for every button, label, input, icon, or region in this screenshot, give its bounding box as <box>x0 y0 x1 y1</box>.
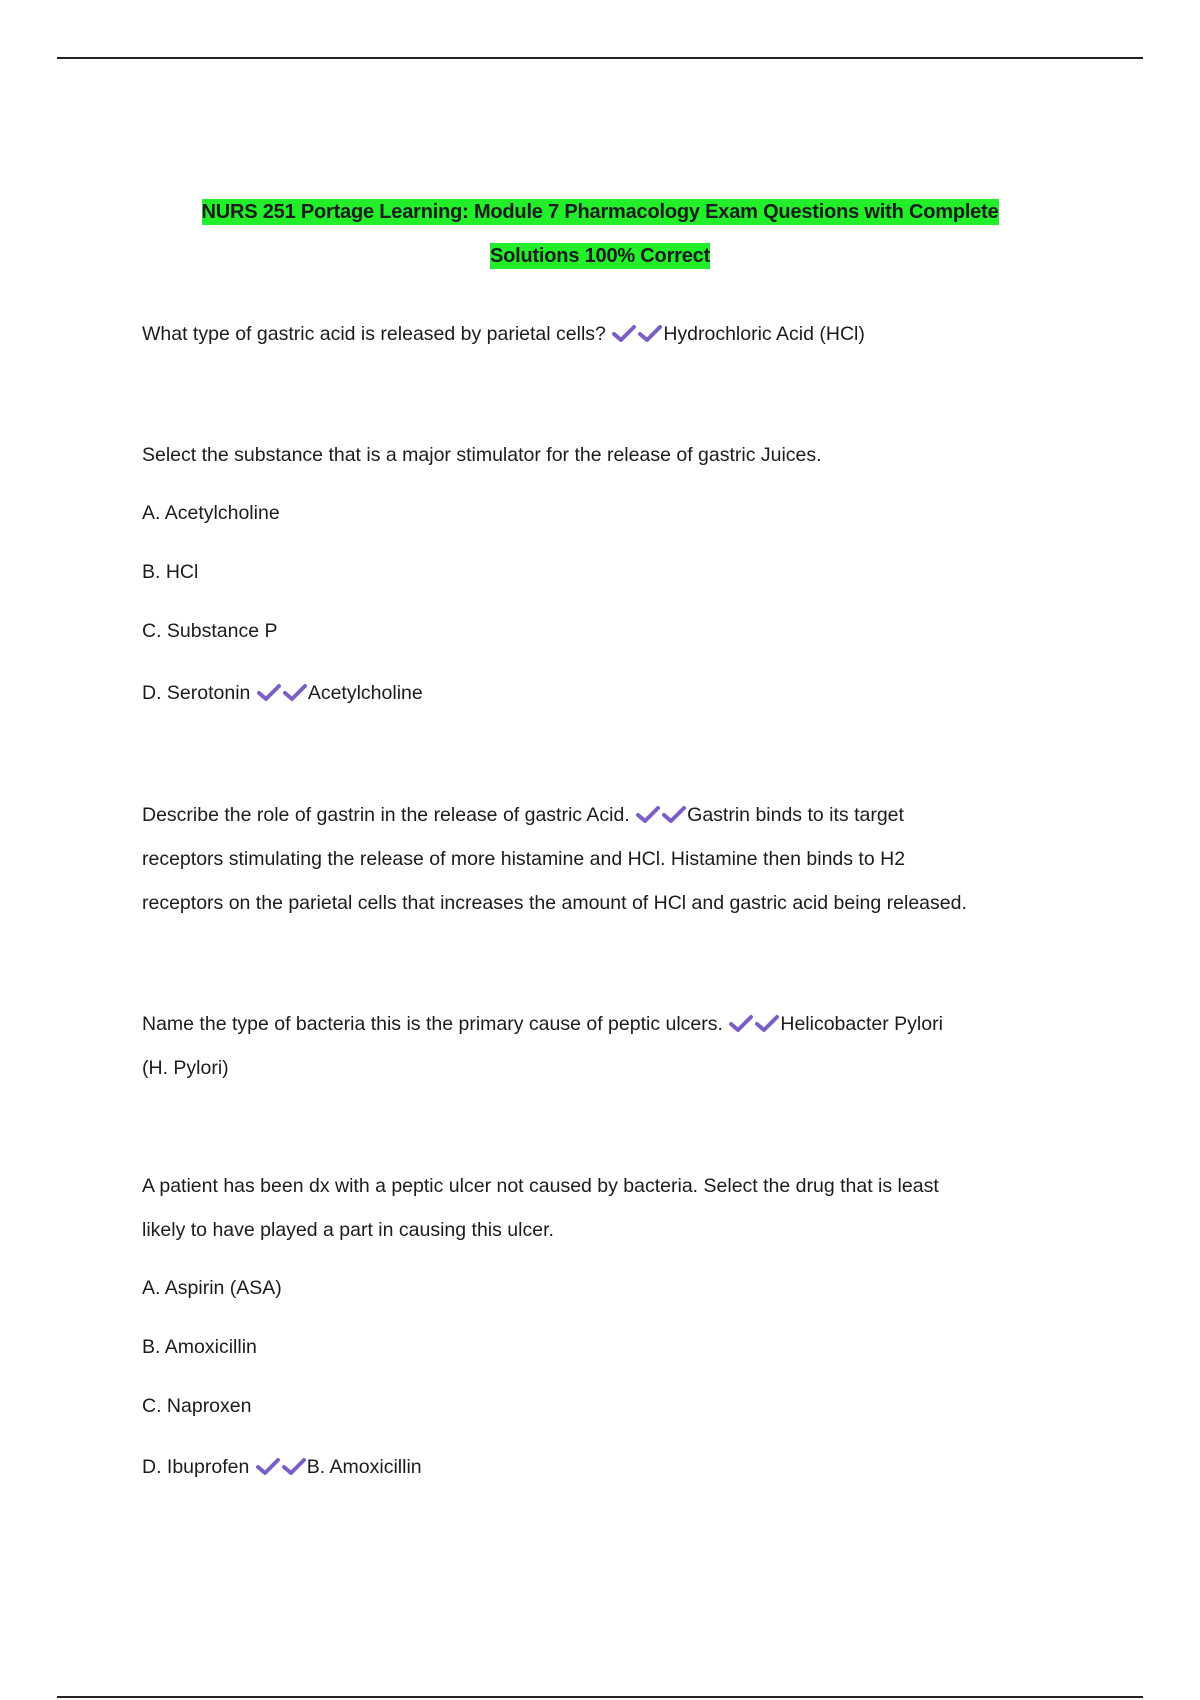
footer-rule <box>57 1696 1143 1698</box>
option-row <box>142 501 1062 525</box>
question-line <box>142 1218 1062 1242</box>
question-text: Describe the role of gastrin in the release of gastric Acid. <box>142 804 630 826</box>
option-row <box>142 1335 1062 1359</box>
question-text: What type of gastric acid is released by parietal cells? <box>142 323 606 345</box>
check-icon <box>281 1456 307 1476</box>
answer-text: Hydrochloric Acid (HCl) <box>663 323 865 345</box>
answer-line <box>142 847 1062 871</box>
option-d-text: D. Ibuprofen <box>142 1456 250 1478</box>
question-2: Select the substance that is a major stimulator for the release of gastric Juices. <box>142 444 822 466</box>
option-b: B. HCl <box>142 561 199 583</box>
option-c: C. Substance P <box>142 620 278 642</box>
question-block-2 <box>142 443 1062 467</box>
answer-text: Helicobacter Pylori <box>780 1013 943 1035</box>
option-row <box>142 560 1062 584</box>
question-5-line-2: likely to have played a part in causing this ulcer. <box>142 1219 554 1241</box>
option-row <box>142 619 1062 643</box>
check-icon <box>637 323 663 343</box>
check-icon <box>255 1456 281 1476</box>
check-icon <box>728 1013 754 1033</box>
question-3-line-2: receptors stimulating the release of more histamine and HCl. Histamine then binds to H2 <box>142 848 906 870</box>
option-d <box>142 681 1062 705</box>
question-text: Name the type of bacteria this is the primary cause of peptic ulcers. <box>142 1013 723 1035</box>
option-row <box>142 1394 1062 1418</box>
option-d <box>142 1455 1062 1479</box>
option-row <box>142 681 1062 705</box>
answer-text: B. Amoxicillin <box>306 1456 422 1478</box>
question-block-1 <box>142 322 1062 346</box>
question-block-4 <box>142 1012 1062 1036</box>
option-a: A. Aspirin (ASA) <box>142 1277 282 1299</box>
option-row <box>142 1276 1062 1300</box>
header-rule <box>57 57 1143 59</box>
question-1 <box>142 322 1062 346</box>
check-icon <box>256 682 282 702</box>
check-icon <box>635 804 661 824</box>
title-line-1: NURS 251 Portage Learning: Module 7 Pharmacology Exam Questions with Complete <box>201 201 999 223</box>
option-d-text: D. Serotonin <box>142 682 251 704</box>
check-icon <box>611 323 637 343</box>
question-3-line-3: receptors on the parietal cells that increases the amount of HCl and gastric acid being released. <box>142 892 967 914</box>
option-b: B. Amoxicillin <box>142 1336 257 1358</box>
question-4-line-2: (H. Pylori) <box>142 1057 229 1079</box>
option-a: A. Acetylcholine <box>142 502 280 524</box>
answer-line <box>142 891 1062 915</box>
question-block-5 <box>142 1174 1062 1198</box>
question-3-line-1 <box>142 803 1062 827</box>
question-4-line-1 <box>142 1012 1062 1036</box>
option-row <box>142 1455 1062 1479</box>
answer-text: Gastrin binds to its target <box>687 804 904 826</box>
document-title <box>57 201 1143 300</box>
question-block-3 <box>142 803 1062 827</box>
answer-text: Acetylcholine <box>307 682 423 704</box>
check-icon <box>754 1013 780 1033</box>
question-5-line-1: A patient has been dx with a peptic ulcer not caused by bacteria. Select the drug that is least <box>142 1175 939 1197</box>
title-line-2: Solutions 100% Correct <box>489 245 711 267</box>
check-icon <box>661 804 687 824</box>
check-icon <box>282 682 308 702</box>
answer-line <box>142 1056 1062 1080</box>
option-c: C. Naproxen <box>142 1395 252 1417</box>
